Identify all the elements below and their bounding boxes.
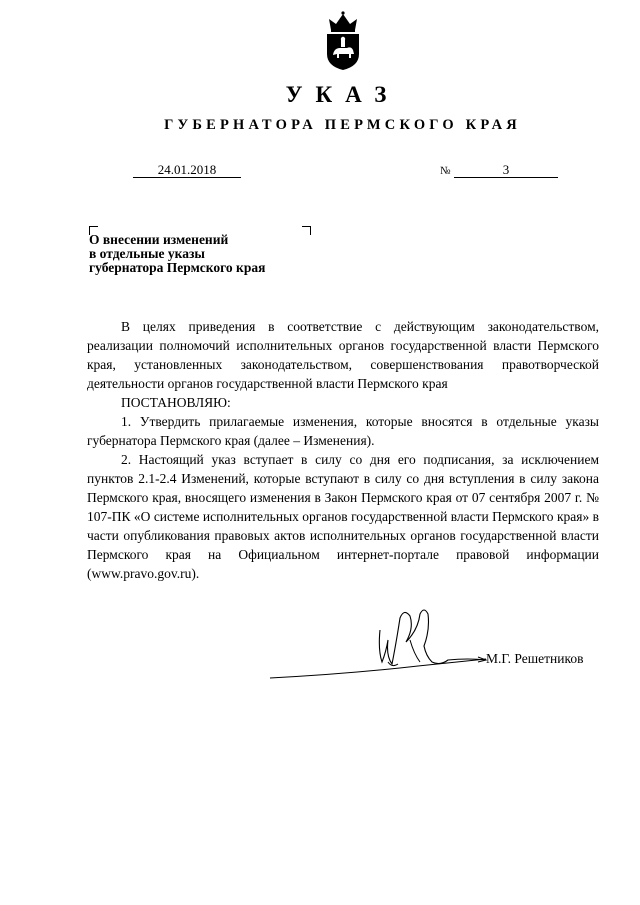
subject-line: губернатора Пермского края: [89, 260, 266, 275]
signer-name: М.Г. Решетников: [486, 651, 584, 666]
body-paragraph: 1. Утвердить прилагаемые изменения, которые вносятся в отдельные указы губернатора Пермского края (далее – Изменения).: [87, 414, 599, 448]
document-subject: [89, 233, 329, 275]
body-paragraph: 2. Настоящий указ вступает в силу со дня его подписания, за исключением пунктов 2.1-2.4 Изменений, которые вступают в силу со дня вступления в силу закона Пермского края, вносящего изменения в Закон Пермского края от 07 сентября 2007 г. № 107-ПК «О системе исполнительных органов государственной власти Пермского края» в части опубликования правовых актов исполнительных органов государственной власти Пермского края на Официальном интернет-портале правовой информации (www.pravo.gov.ru).: [87, 452, 599, 581]
decree-keyword: ПОСТАНОВЛЯЮ:: [121, 395, 231, 410]
coat-of-arms-emblem: [323, 10, 363, 72]
document-type-title: УКАЗ: [285, 82, 400, 107]
issuer-title: ГУБЕРНАТОРА ПЕРМСКОГО КРАЯ: [164, 117, 521, 133]
subject-line: О внесении изменений: [89, 232, 229, 247]
document-date: 24.01.2018: [133, 162, 241, 178]
document-body: [87, 317, 599, 583]
number-sign: №: [440, 165, 451, 177]
subject-line: в отдельные указы: [89, 246, 205, 261]
document-number: 3: [454, 162, 558, 178]
body-paragraph: В целях приведения в соответствие с действующим законодательством, реализации полномочий исполнительных органов государственной власти Пермского края, установленных законодательством, совершенствования правотворческой деятельности органов государственной власти Пермского края: [87, 319, 599, 391]
handwritten-signature: [268, 600, 496, 680]
